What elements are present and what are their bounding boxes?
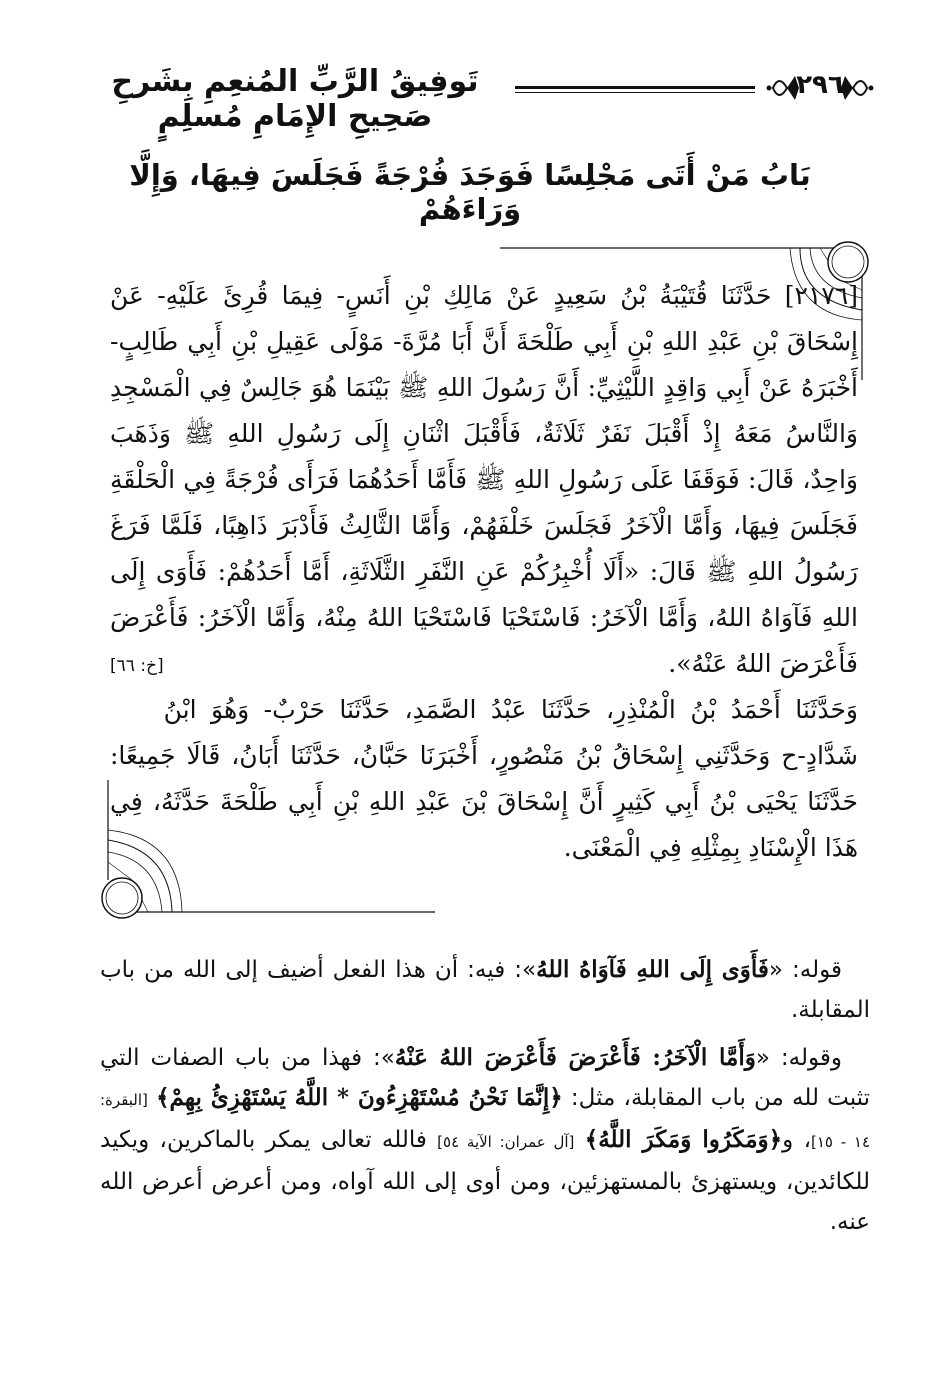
chapter-title: بَابُ مَنْ أَتَى مَجْلِسًا فَوَجَدَ فُرْجَةً فَجَلَسَ فِيهَا، وَإِلَّا وَرَاءَهُمْ [129, 158, 811, 226]
commentary-p2-mid: »: فهذا من باب الصفات التي تثبت لله من باب المقابلة، مثل: [100, 1045, 870, 1111]
commentary-p2-prefix: وقوله: « [755, 1045, 842, 1071]
hadith-main-text: [٢١٧٦] حَدَّثَنَا قُتَيْبَةُ بْنُ سَعِيدٍ عَنْ مَالِكِ بْنِ أَنَسٍ- فِيمَا قُرِئَ عَلَيْهِ- عَنْ إِسْحَاقَ بْنِ عَبْدِ اللهِ بْنِ أَبِي طَلْحَةَ أَنَّ أَبَا مُرَّةَ- مَوْلَى عَقِيلِ بْنِ أَبِي طَالِبٍ- أَخْبَرَهُ عَنْ أَبِي وَاقِدٍ اللَّيْثِيِّ: أَنَّ رَسُولَ اللهِ ﷺ بَيْنَمَا هُوَ جَالِسٌ فِي الْمَسْجِدِ وَالنَّاسُ مَعَهُ إِذْ أَقْبَلَ نَفَرٌ ثَلَاثَةٌ، فَأَقْبَلَ اثْنَانِ إِلَى رَسُولِ اللهِ ﷺ وَذَهَبَ وَاحِدٌ، قَالَ: فَوَقَفَا عَلَى رَسُولِ اللهِ ﷺ فَأَمَّا أَحَدُهُمَا فَرَأَى فُرْجَةً فِي الْحَلْقَةِ فَجَلَسَ فِيهَا، وَأَمَّا الْآخَرُ فَجَلَسَ خَلْفَهُمْ، وَأَمَّا الثَّالِثُ فَأَدْبَرَ ذَاهِبًا، فَلَمَّا فَرَغَ رَسُولُ اللهِ ﷺ قَالَ: «أَلَا أُخْبِرُكُمْ عَنِ النَّفَرِ الثَّلَاثَةِ، أَمَّا أَحَدُهُمْ: فَأَوَى إِلَى اللهِ فَآوَاهُ اللهُ، وَأَمَّا الْآخَرُ: فَاسْتَحْيَا فَاسْتَحْيَا اللهُ مِنْهُ، وَأَمَّا الْآخَرُ: فَأَعْرَضَ فَأَعْرَضَ اللهُ عَنْهُ». [110, 281, 858, 678]
book-title: تَوفِيقُ الرَّبِّ المُنعِمِ بِشَرحِ صَحِيحِ الإِمَامِ مُسلِمٍ [111, 64, 479, 134]
hadith-frame [100, 240, 870, 920]
quran-verse-2: ﴿وَمَكَرُوا وَمَكَرَ اللَّهُ﴾ [584, 1126, 783, 1153]
page-number: ٢٩٦ [796, 70, 844, 100]
page-header [85, 60, 875, 134]
header-rule [515, 86, 755, 89]
commentary-p1-rest: »: فيه: أن هذا الفعل أضيف إلى الله من باب المقابلة. [100, 957, 870, 1023]
commentary-p2-end: فالله تعالى يمكر بالماكرين، ويكيد للكائدين، ويستهزئ بالمستهزئين، ومن أوى إلى الله آواه، ومن أعرض أعرض الله عنه. [100, 1127, 870, 1235]
commentary-paragraph-1 [100, 950, 870, 1030]
verse-citation-2: [آل عمران: الآية ٥٤] [437, 1133, 575, 1151]
hadith-reference: [خ: ٦٦] [110, 656, 164, 676]
header-rule-thin [515, 92, 755, 93]
commentary-p1-quote: فَأَوَى إِلَى اللهِ فَآوَاهُ اللهُ [536, 956, 769, 983]
commentary [100, 950, 870, 1242]
quran-verse-1: ﴿إِنَّمَا نَحْنُ مُسْتَهْزِءُونَ * اللَّهُ يَسْتَهْزِئُ بِهِمْ﴾ [156, 1084, 563, 1111]
hadith-body [110, 273, 858, 871]
commentary-paragraph-2 [100, 1038, 870, 1242]
commentary-p2-and: ، و [782, 1127, 811, 1153]
verse-citation-1: [البقرة: ١٤ - ١٥] [100, 1091, 871, 1151]
commentary-p2-quote: وَأَمَّا الْآخَرُ: فَأَعْرَضَ فَأَعْرَضَ اللهُ عَنْهُ [394, 1044, 756, 1071]
commentary-p1-prefix: قوله: « [768, 957, 842, 983]
hadith-second-chain: وَحَدَّثَنَا أَحْمَدُ بْنُ الْمُنْذِرِ، حَدَّثَنَا عَبْدُ الصَّمَدِ، حَدَّثَنَا حَرْبٌ- وَهُوَ ابْنُ شَدَّادٍ-ح وَحَدَّثَنِي إِسْحَاقُ بْنُ مَنْصُورٍ، أَخْبَرَنَا حَبَّانُ، حَدَّثَنَا أَبَانُ، قَالَا جَمِيعًا: حَدَّثَنَا يَحْيَى بْنُ أَبِي كَثِيرٍ أَنَّ إِسْحَاقَ بْنَ عَبْدِ اللهِ بْنِ أَبِي طَلْحَةَ حَدَّثَهُ، فِي هَذَا الْإِسْنَادِ بِمِثْلِهِ فِي الْمَعْنَى. [110, 695, 858, 862]
